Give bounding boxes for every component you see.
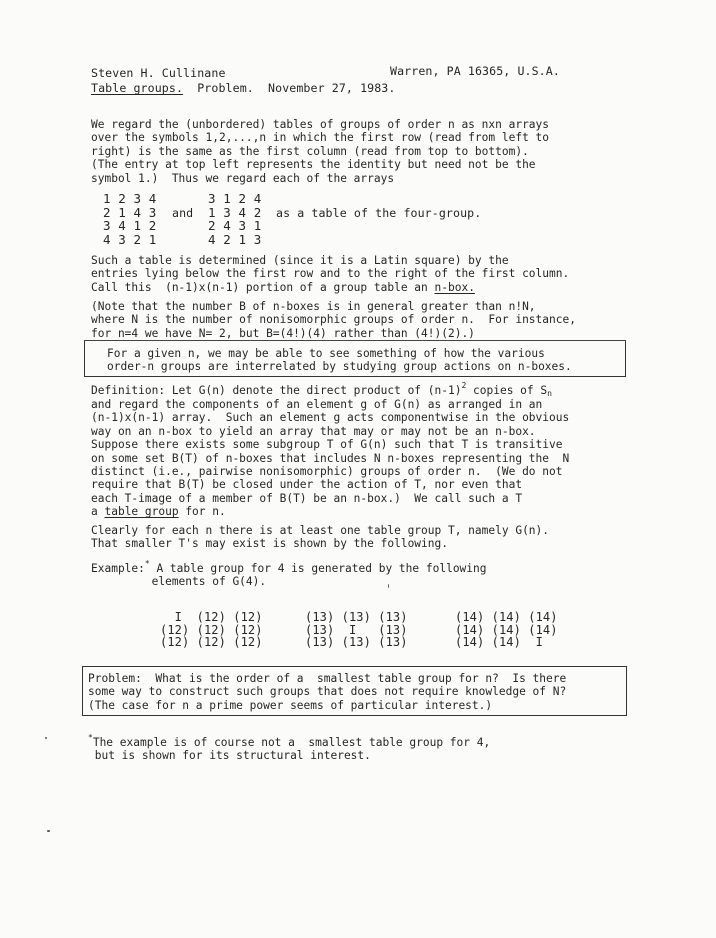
document-date: November 27, 1983. bbox=[268, 81, 396, 95]
definition-text-a: Definition: Let G(n) denote the direct product of (n-1) bbox=[91, 384, 462, 397]
group-table-b: 3 1 2 4 1 3 4 2 2 4 3 1 4 2 1 3 bbox=[208, 191, 262, 247]
and-word: and bbox=[172, 206, 194, 220]
definition-text-b: copies of S bbox=[466, 384, 548, 397]
definition-first-line bbox=[91, 381, 552, 398]
document-kind: Problem. bbox=[197, 81, 254, 95]
example-matrix-14: (14) (14) (14) (14) (14) (14) (14) (14) I bbox=[455, 610, 558, 649]
footnote-text: The example is of course not a smallest table group for 4, but is shown for its structural interest. bbox=[92, 736, 491, 763]
example-block bbox=[91, 559, 487, 589]
author-address: Warren, PA 16365, U.S.A. bbox=[390, 64, 560, 78]
scan-speck bbox=[388, 584, 389, 588]
definition-subscript: n bbox=[547, 389, 552, 398]
subject-title: Table groups. bbox=[91, 81, 184, 95]
table-group-term: table group bbox=[104, 505, 179, 518]
scan-speck bbox=[45, 737, 47, 739]
author-name: Steven H. Cullinane bbox=[91, 66, 226, 80]
definition-exponent: 2 bbox=[461, 381, 467, 390]
intro-paragraph: We regard the (unbordered) tables of groups of order n as nxn arrays over the symbols 1,2,...,n in which the first row (read from left to right) is the same as the first column (read from top to bottom). (The entry at top left represents the identity but need not be the symbol 1.) Thus we regard each of the arrays bbox=[91, 118, 550, 185]
definition-body: and regard the components of an element g of G(n) as arranged in an (n-1)x(n-1) array. Such an element g acts componentwise in the obvious way on an n-box to yield an array that may or may not be an n-box. Suppose there exists some subgroup T of G(n) such that T is transitive on some set B(T) of n-boxes that includes N n-boxes representing the N distinct (i.e., pairwise nonisomorphic) groups of order n. (We do not require that B(T) be closed under the action of T, nor even that each T-image of a member of B(T) be an n-box.) We call such a T bbox=[91, 398, 570, 505]
four-group-caption: as a table of the four-group. bbox=[276, 206, 482, 220]
latin-square-text: Such a table is determined (since it is a Latin square) by the entries lying below the first row and to the right of the first column. Call this (n-1)x(n-1) portion of a group table an bbox=[91, 254, 570, 294]
problem-text: Problem: What is the order of a smallest table group for n? Is there some way to construct such groups that does not require knowledge of N? (The case for n a prime power seems of particular interest.) bbox=[88, 672, 567, 712]
boxed-note-top-rule bbox=[84, 340, 626, 341]
boxed-note-text: For a given n, we may be able to see something of how the various order-n groups are interrelated by studying group actions on n-boxes. bbox=[107, 347, 572, 374]
latin-square-paragraph bbox=[91, 254, 569, 294]
example-text: A table group for 4 is generated by the following elements of G(4). bbox=[151, 562, 487, 589]
group-table-a: 1 2 3 4 2 1 4 3 3 4 1 2 4 3 2 1 bbox=[103, 191, 157, 247]
definition-last-a: a bbox=[91, 505, 105, 518]
clearly-paragraph: Clearly for each n there is at least one table group T, namely G(n). That smaller T's may exist is shown by the following. bbox=[91, 524, 550, 551]
definition-last-b: for n. bbox=[178, 505, 226, 518]
footnote-marker: * bbox=[88, 733, 93, 742]
nbox-term: n-box. bbox=[434, 280, 475, 294]
title-line bbox=[91, 81, 395, 95]
scan-speck bbox=[47, 830, 50, 832]
example-matrix-12: I (12) (12) (12) (12) (12) (12) (12) (12) bbox=[160, 610, 263, 649]
example-matrix-13: (13) (13) (13) (13) I (13) (13) (13) (13) bbox=[305, 610, 408, 649]
footnote bbox=[88, 733, 491, 763]
definition-last-line bbox=[91, 505, 226, 518]
example-footnote-marker: * bbox=[144, 559, 150, 568]
note-paragraph: (Note that the number B of n-boxes is in general greater than n!N, where N is the number of nonisomorphic groups of order n. For instance, for n=4 we have N= 2, but B=(4!)(4) rather than (4!)(2).) bbox=[91, 300, 576, 340]
example-label: Example: bbox=[91, 562, 145, 575]
